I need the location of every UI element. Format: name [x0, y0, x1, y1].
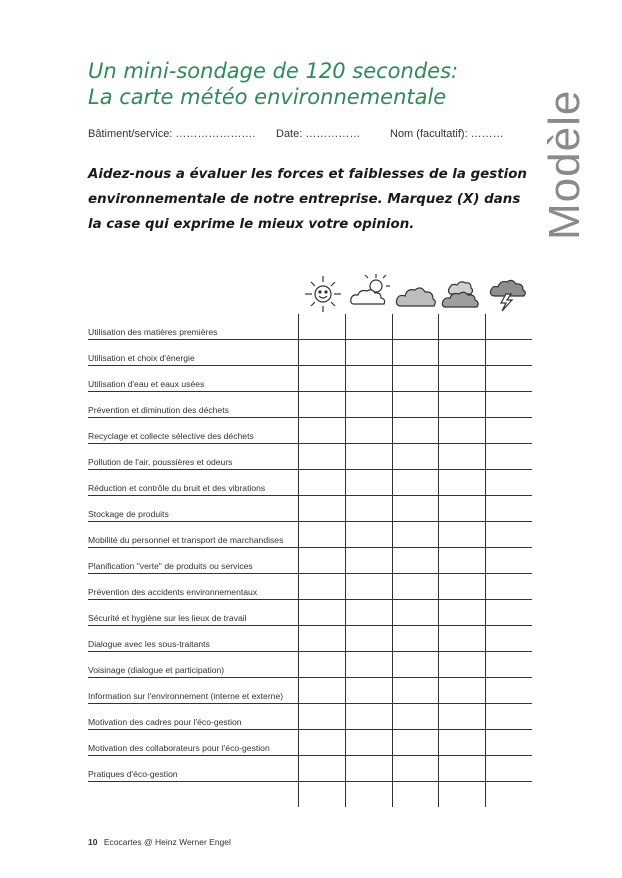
rating-cell-dark-clouds[interactable]	[439, 704, 486, 730]
table-row	[88, 652, 532, 678]
rating-cell-sun[interactable]	[299, 496, 346, 522]
rating-cell-storm[interactable]	[486, 522, 532, 548]
rating-cell-sun[interactable]	[299, 522, 346, 548]
table-row	[88, 444, 532, 470]
item-label: Planification "verte" de produits ou services	[88, 548, 299, 574]
rating-cell-cloud[interactable]	[392, 444, 439, 470]
side-label: Modèle	[540, 89, 589, 240]
rating-cell-cloud[interactable]	[392, 548, 439, 574]
rating-cell-cloud[interactable]	[392, 522, 439, 548]
rating-cell-cloud[interactable]	[392, 704, 439, 730]
table-row	[88, 470, 532, 496]
rating-cell-storm[interactable]	[486, 730, 532, 756]
rating-cell-sun-cloud[interactable]	[345, 366, 392, 392]
table-row	[88, 678, 532, 704]
rating-cell-sun[interactable]	[299, 730, 346, 756]
rating-cell-sun-cloud[interactable]	[345, 496, 392, 522]
rating-cell-sun-cloud[interactable]	[345, 470, 392, 496]
table-row	[88, 756, 532, 782]
item-label: Voisinage (dialogue et participation)	[88, 652, 299, 678]
rating-cell-sun-cloud[interactable]	[345, 418, 392, 444]
weather-survey	[88, 268, 532, 779]
rating-cell-sun[interactable]	[299, 704, 346, 730]
table-row	[88, 314, 532, 340]
item-label: Information sur l'environnement (interne et externe)	[88, 678, 299, 704]
item-label: Réduction et contrôle du bruit et des vibrations	[88, 470, 299, 496]
rating-cell-dark-clouds[interactable]	[439, 678, 486, 704]
item-label	[88, 782, 299, 808]
rating-cell-sun[interactable]	[299, 444, 346, 470]
rating-cell-dark-clouds	[439, 782, 486, 808]
table-row	[88, 730, 532, 756]
rating-cell-sun-cloud[interactable]	[345, 678, 392, 704]
rating-cell-cloud[interactable]	[392, 730, 439, 756]
rating-cell-cloud[interactable]	[392, 496, 439, 522]
rating-cell-storm[interactable]	[486, 418, 532, 444]
table-row	[88, 366, 532, 392]
rating-cell-storm[interactable]	[486, 652, 532, 678]
dark-clouds-icon	[440, 272, 484, 312]
rating-cell-dark-clouds[interactable]	[439, 366, 486, 392]
table-row	[88, 522, 532, 548]
rating-cell-sun[interactable]	[299, 340, 346, 366]
table-row	[88, 392, 532, 418]
rating-cell-sun-cloud[interactable]	[345, 522, 392, 548]
rating-cell-storm[interactable]	[486, 470, 532, 496]
table-row	[88, 600, 532, 626]
rating-cell-storm[interactable]	[486, 496, 532, 522]
rating-cell-sun-cloud[interactable]	[345, 548, 392, 574]
rating-cell-storm	[486, 782, 532, 808]
rating-cell-sun[interactable]	[299, 626, 346, 652]
rating-cell-dark-clouds[interactable]	[439, 730, 486, 756]
title-line-2: La carte météo environnementale	[88, 85, 447, 109]
rating-cell-dark-clouds[interactable]	[439, 392, 486, 418]
sun-icon	[301, 272, 345, 312]
rating-cell-dark-clouds[interactable]	[439, 756, 486, 782]
rating-cell-dark-clouds[interactable]	[439, 574, 486, 600]
item-label: Pratiques d'éco-gestion	[88, 756, 299, 782]
footer-credit: Ecocartes @ Heinz Werner Engel	[103, 837, 231, 847]
rating-cell-sun-cloud[interactable]	[345, 704, 392, 730]
rating-cell-dark-clouds[interactable]	[439, 522, 486, 548]
page-title	[88, 58, 528, 110]
rating-cell-storm[interactable]	[486, 756, 532, 782]
rating-cell-sun[interactable]	[299, 470, 346, 496]
rating-cell-sun[interactable]	[299, 652, 346, 678]
weather-icon-row	[88, 268, 532, 314]
item-label: Utilisation des matières premières	[88, 314, 299, 340]
item-label: Recyclage et collecte sélective des déchets	[88, 418, 299, 444]
rating-cell-cloud	[392, 782, 439, 808]
rating-cell-storm[interactable]	[486, 626, 532, 652]
footer	[88, 837, 231, 847]
building-field[interactable]: Bâtiment/service: ………………….	[88, 128, 256, 140]
cloud-icon	[394, 272, 438, 312]
rating-cell-dark-clouds[interactable]	[439, 652, 486, 678]
storm-icon	[486, 272, 530, 312]
rating-cell-storm[interactable]	[486, 548, 532, 574]
rating-cell-dark-clouds[interactable]	[439, 626, 486, 652]
rating-cell-sun	[299, 782, 346, 808]
table-row	[88, 626, 532, 652]
table-row	[88, 574, 532, 600]
rating-cell-storm[interactable]	[486, 678, 532, 704]
title-line-1: Un mini-sondage de 120 secondes:	[88, 59, 459, 83]
rating-cell-cloud[interactable]	[392, 626, 439, 652]
item-label: Mobilité du personnel et transport de marchandises	[88, 522, 299, 548]
rating-cell-sun-cloud[interactable]	[345, 314, 392, 340]
rating-cell-sun-cloud[interactable]	[345, 652, 392, 678]
rating-cell-sun-cloud[interactable]	[345, 444, 392, 470]
rating-cell-dark-clouds[interactable]	[439, 418, 486, 444]
rating-cell-cloud[interactable]	[392, 392, 439, 418]
item-label: Motivation des cadres pour l'éco-gestion	[88, 704, 299, 730]
rating-cell-cloud[interactable]	[392, 470, 439, 496]
rating-cell-cloud[interactable]	[392, 314, 439, 340]
rating-cell-cloud[interactable]	[392, 652, 439, 678]
rating-cell-sun-cloud[interactable]	[345, 730, 392, 756]
rating-cell-sun[interactable]	[299, 678, 346, 704]
rating-cell-cloud[interactable]	[392, 756, 439, 782]
rating-cell-sun[interactable]	[299, 548, 346, 574]
rating-cell-dark-clouds[interactable]	[439, 470, 486, 496]
name-field[interactable]: Nom (facultatif): ………	[390, 128, 504, 140]
rating-cell-cloud[interactable]	[392, 574, 439, 600]
table-row	[88, 496, 532, 522]
table-row	[88, 418, 532, 444]
rating-cell-dark-clouds[interactable]	[439, 444, 486, 470]
survey-table	[88, 314, 532, 807]
rating-cell-storm[interactable]	[486, 366, 532, 392]
item-label: Pollution de l'air, poussières et odeurs	[88, 444, 299, 470]
rating-cell-cloud[interactable]	[392, 418, 439, 444]
rating-cell-sun-cloud[interactable]	[345, 626, 392, 652]
instructions: Aidez-nous a évaluer les forces et faiblesses de la gestion environnementale de notre entreprise. Marquez (X) dans la case qui exprime le mieux votre opinion.	[88, 167, 527, 232]
rating-cell-cloud[interactable]	[392, 366, 439, 392]
rating-cell-sun[interactable]	[299, 366, 346, 392]
rating-cell-sun[interactable]	[299, 756, 346, 782]
item-label: Prévention et diminution des déchets	[88, 392, 299, 418]
table-row	[88, 704, 532, 730]
item-label: Utilisation et choix d'énergie	[88, 340, 299, 366]
rating-cell-dark-clouds[interactable]	[439, 600, 486, 626]
item-label: Prévention des accidents environnementaux	[88, 574, 299, 600]
page-number: 10	[88, 837, 98, 847]
rating-cell-dark-clouds[interactable]	[439, 340, 486, 366]
rating-cell-dark-clouds[interactable]	[439, 496, 486, 522]
rating-cell-sun-cloud[interactable]	[345, 756, 392, 782]
item-label: Utilisation d'eau et eaux usées	[88, 366, 299, 392]
date-field[interactable]: Date: ……………	[276, 128, 361, 140]
rating-cell-sun[interactable]	[299, 392, 346, 418]
rating-cell-dark-clouds[interactable]	[439, 548, 486, 574]
rating-cell-sun[interactable]	[299, 314, 346, 340]
item-label: Stockage de produits	[88, 496, 299, 522]
rating-cell-sun[interactable]	[299, 418, 346, 444]
rating-cell-sun-cloud[interactable]	[345, 574, 392, 600]
item-label: Sécurité et hygiène sur les lieux de travail	[88, 600, 299, 626]
rating-cell-storm[interactable]	[486, 314, 532, 340]
rating-cell-sun[interactable]	[299, 574, 346, 600]
item-label: Dialogue avec les sous-traitants	[88, 626, 299, 652]
rating-cell-cloud[interactable]	[392, 678, 439, 704]
rating-cell-storm[interactable]	[486, 340, 532, 366]
rating-cell-storm[interactable]	[486, 574, 532, 600]
rating-cell-sun-cloud	[345, 782, 392, 808]
rating-cell-sun-cloud[interactable]	[345, 600, 392, 626]
table-row	[88, 782, 532, 808]
table-row	[88, 340, 532, 366]
rating-cell-sun[interactable]	[299, 600, 346, 626]
table-row	[88, 548, 532, 574]
rating-cell-cloud[interactable]	[392, 600, 439, 626]
rating-cell-storm[interactable]	[486, 600, 532, 626]
rating-cell-sun-cloud[interactable]	[345, 392, 392, 418]
rating-cell-storm[interactable]	[486, 444, 532, 470]
sun-cloud-icon	[348, 272, 392, 312]
rating-cell-dark-clouds[interactable]	[439, 314, 486, 340]
rating-cell-sun-cloud[interactable]	[345, 340, 392, 366]
rating-cell-cloud[interactable]	[392, 340, 439, 366]
rating-cell-storm[interactable]	[486, 392, 532, 418]
item-label: Motivation des collaborateurs pour l'éco-gestion	[88, 730, 299, 756]
rating-cell-storm[interactable]	[486, 704, 532, 730]
